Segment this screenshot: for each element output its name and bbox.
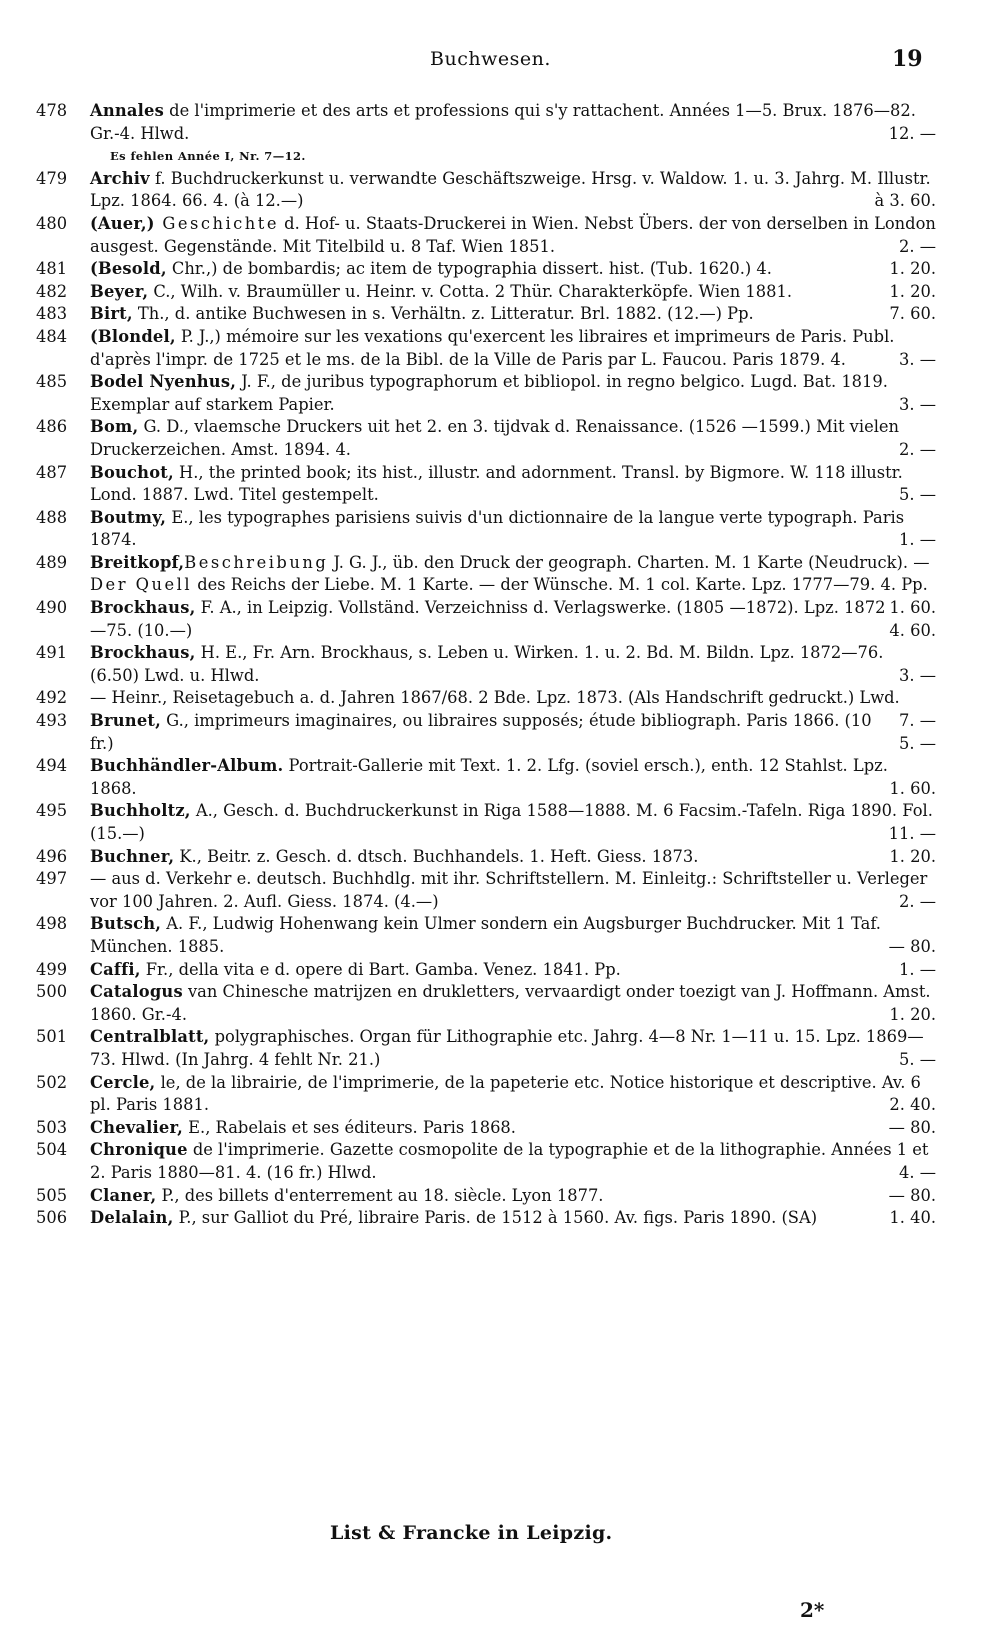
entry-number: 490 (36, 598, 68, 618)
entry-author: Chevalier, (90, 1117, 183, 1137)
catalog-entry (36, 959, 936, 982)
catalog-entry (36, 710, 936, 755)
entry-author: Caffi, (90, 959, 141, 979)
entry-spaced-title: Geschichte (154, 213, 279, 233)
catalog-entry (36, 213, 936, 258)
catalog-entry (36, 597, 936, 642)
entry-author: Brockhaus, (90, 643, 196, 663)
entry-text: J. G. J., üb. den Druck der geograph. Charten. M. 1 Karte (Neudruck). — (328, 552, 930, 572)
catalog-entry (36, 1207, 936, 1230)
entry-text: G., imprimeurs imaginaires, ou libraires supposés; étude bibliograph. Paris 1866. (10 fr.) (90, 711, 872, 753)
entry-text: f. Buchdruckerkunst u. verwandte Geschäftszweige. Hrsg. v. Waldow. 1. u. 3. Jahrg. M. Illustr. Lpz. 1864. 66. 4. (à 12.—) (90, 168, 931, 211)
entry-number: 483 (36, 304, 68, 324)
entry-author: Bodel Nyenhus, (90, 372, 237, 392)
entry-number: 482 (36, 281, 68, 301)
entry-price: 7. 60. (889, 304, 936, 324)
entry-author: Breitkopf, (90, 552, 185, 572)
entry-text: Th., d. antike Buchwesen in s. Verhältn. z. Litteratur. Brl. 1882. (12.—) Pp. (132, 304, 754, 324)
entry-author: Boutmy, (90, 507, 167, 527)
catalog-entries (36, 100, 936, 1230)
entry-number: 491 (36, 643, 68, 663)
entry-number: 503 (36, 1117, 68, 1137)
catalog-entry (36, 1185, 936, 1208)
entry-number: 479 (36, 168, 68, 188)
entry-author: Butsch, (90, 914, 162, 934)
entry-author: Archiv (90, 168, 150, 188)
entry-price: à 3. 60. (874, 191, 936, 211)
entry-number: 504 (36, 1140, 68, 1160)
entry-number: 481 (36, 259, 68, 279)
entry-text: Portrait-Gallerie mit Text. 1. 2. Lfg. (soviel ersch.), enth. 12 Stahlst. Lpz. 1868. (90, 756, 888, 798)
catalog-entry (36, 846, 936, 869)
entry-price: 11. — (888, 824, 936, 843)
entry-number: 500 (36, 982, 68, 1002)
entry-text: A., Gesch. d. Buchdruckerkunst in Riga 1588—1888. M. 6 Facsim.-Tafeln. Riga 1890. Fol. (15.—) (90, 801, 933, 843)
entry-text: P. J.,) mémoire sur les vexations qu'exercent les libraires et imprimeurs de Paris. Publ. d'après l'impr. de 1725 et le ms. de la Bibl. de la Ville de Paris par L. Faucou. Paris 1879. 4. (90, 326, 895, 369)
entry-note: Es fehlen Année I, Nr. 7—12. (110, 149, 306, 164)
entry-text: K., Beitr. z. Gesch. d. dtsch. Buchhandels. 1. Heft. Giess. 1873. (174, 846, 699, 866)
entry-number: 488 (36, 507, 68, 527)
entry-text: — aus d. Verkehr e. deutsch. Buchhdlg. mit ihr. Schriftstellern. M. Einleitg.: Schriftsteller u. Verleger vor 100 Jahren. 2. Aufl. Giess. 1874. (4.—) (90, 869, 928, 911)
entry-price: 1. 40. (889, 1208, 936, 1228)
entry-price: 1. 20. (889, 281, 936, 301)
entry-number: 501 (36, 1027, 68, 1047)
entry-author: Bouchot, (90, 462, 174, 482)
entry-text: Chr.,) de bombardis; ac item de typographia dissert. hist. (Tub. 1620.) 4. (166, 259, 772, 279)
entry-price: 4. 60. (889, 620, 936, 640)
entry-number: 487 (36, 462, 68, 482)
catalog-entry (36, 913, 936, 958)
entry-number: 499 (36, 959, 68, 979)
entry-author: Bom, (90, 417, 139, 437)
entry-number: 480 (36, 213, 68, 233)
entry-text: le, de la librairie, de l'imprimerie, de la papeterie etc. Notice historique et descriptive. Av. 6 pl. Paris 1881. (90, 1072, 921, 1115)
entry-spaced-title: Der Quell (90, 575, 193, 595)
catalog-entry (36, 800, 936, 845)
catalog-entry (36, 507, 936, 552)
catalog-entry (36, 1072, 936, 1117)
entry-number: 505 (36, 1185, 68, 1205)
entry-author: Claner, (90, 1185, 157, 1205)
entry-number: 496 (36, 846, 68, 866)
entry-text: d. Hof- u. Staats-Druckerei in Wien. Nebst Übers. der von derselben in London ausgest. Gegenstände. Mit Titelbild u. 8 Taf. Wien 1851. (90, 213, 936, 256)
catalog-entry (36, 303, 936, 326)
entry-author: Beyer, (90, 281, 149, 301)
entry-price: — 80. (888, 936, 936, 956)
entry-price: 1. 60. (889, 778, 936, 798)
entry-number: 484 (36, 326, 68, 346)
entry-price: 4. — (899, 1162, 936, 1182)
entry-price: 1. 20. (889, 846, 936, 866)
entry-price: 3. — (899, 349, 936, 369)
entry-text: — Heinr., Reisetagebuch a. d. Jahren 1867/68. 2 Bde. Lpz. 1873. (Als Handschrift gedruckt.) Lwd. (90, 688, 900, 708)
entry-number: 498 (36, 914, 68, 934)
entry-author: Delalain, (90, 1208, 174, 1228)
entry-author: Chronique (90, 1140, 188, 1160)
entry-author: (Besold, (90, 259, 167, 279)
entry-author: Centralblatt, (90, 1027, 210, 1047)
entry-text: H., the printed book; its hist., illustr. and adornment. Transl. by Bigmore. W. 118 illustr. Lond. 1887. Lwd. Titel gestempelt. (90, 462, 903, 505)
entry-number: 486 (36, 417, 68, 437)
entry-text: F. A., in Leipzig. Vollständ. Verzeichniss d. Verlagswerke. (1805 —1872). Lpz. 1872—75. (10.—) (90, 598, 886, 640)
entry-text: des Reichs der Liebe. M. 1 Karte. — (192, 575, 501, 595)
entry-author: Annales (90, 101, 164, 120)
catalog-entry (36, 1117, 936, 1140)
entry-text: P., sur Galliot du Pré, libraire Paris. de 1512 à 1560. Av. figs. Paris 1890. (SA) (173, 1208, 818, 1228)
catalog-entry (36, 281, 936, 304)
entry-number: 497 (36, 869, 68, 889)
publisher-imprint: List & Francke in Leipzig. (330, 1522, 613, 1544)
catalog-entry (36, 416, 936, 461)
entry-price: 1. 60. (889, 598, 936, 618)
entry-price: 7. — (899, 711, 936, 731)
entry-text: A. F., Ludwig Hohenwang kein Ulmer sondern ein Augsburger Buchdrucker. Mit 1 Taf. München. 1885. (90, 914, 881, 956)
entry-author: Buchholtz, (90, 801, 191, 821)
entry-price: 5. — (899, 1049, 936, 1069)
entry-number: 485 (36, 372, 68, 392)
catalog-entry (36, 1139, 936, 1184)
entry-text: de l'imprimerie. Gazette cosmopolite de la typographie et de la lithographie. Années 1 et 2. Paris 1880—81. 4. (16 fr.) Hlwd. (90, 1140, 929, 1182)
entry-price: 2. — (899, 236, 936, 256)
catalog-entry (36, 258, 936, 281)
entry-number: 494 (36, 756, 68, 776)
entry-price: 5. — (899, 733, 936, 753)
entry-price: 1. 20. (889, 259, 936, 279)
entry-price: 2. — (899, 891, 936, 911)
entry-text: van Chinesche matrijzen en drukletters, vervaardigt onder toezigt van J. Hoffmann. Amst. 1860. Gr.-4. (90, 982, 931, 1024)
entry-author: Buchhändler-Album. (90, 756, 284, 776)
entry-author: (Blondel, (90, 326, 176, 346)
entry-price: 1. — (899, 959, 936, 979)
entry-text: E., Rabelais et ses éditeurs. Paris 1868. (182, 1117, 516, 1137)
entry-price: 12. — (888, 123, 936, 143)
entry-text: G. D., vlaemsche Druckers uit het 2. en 3. tijdvak d. Renaissance. (1526 —1599.) Mit vielen Druckerzeichen. Amst. 1894. 4. (90, 417, 900, 459)
entry-number: 478 (36, 101, 68, 120)
entry-price: 3. — (899, 394, 936, 414)
entry-number: 489 (36, 552, 68, 572)
catalog-entry (36, 642, 936, 687)
entry-price: 1. 20. (889, 1004, 936, 1024)
entry-price: — 80. (888, 1117, 936, 1137)
catalog-entry (36, 326, 936, 371)
printer-signature-mark: 2* (800, 1598, 825, 1622)
entry-author: (Auer,) (90, 213, 155, 233)
entry-text: polygraphisches. Organ für Lithographie etc. Jahrg. 4—8 Nr. 1—11 u. 15. Lpz. 1869—73. Hlwd. (In Jahrg. 4 fehlt Nr. 21.) (90, 1027, 924, 1069)
entry-author: Brunet, (90, 711, 161, 731)
catalog-entry (36, 981, 936, 1026)
entry-text: P., des billets d'enterrement au 18. siècle. Lyon 1877. (156, 1185, 604, 1205)
entry-number: 495 (36, 801, 68, 821)
entry-spaced-title: Beschreibung (184, 552, 329, 572)
entry-price: 1. — (899, 530, 936, 550)
entry-number: 493 (36, 711, 68, 731)
entry-text: C., Wilh. v. Braumüller u. Heinr. v. Cotta. 2 Thür. Charakterköpfe. Wien 1881. (148, 281, 793, 301)
entry-author: Buchner, (90, 846, 175, 866)
entry-text: Fr., della vita e d. opere di Bart. Gamba. Venez. 1841. Pp. (140, 959, 621, 979)
entry-text: J. F., de juribus typographorum et bibliopol. in regno belgico. Lugd. Bat. 1819. Exemplar auf starkem Papier. (90, 372, 888, 414)
entry-price: 2. 40. (889, 1095, 936, 1115)
catalog-entry (36, 168, 936, 213)
catalog-entry (36, 462, 936, 507)
entry-number: 492 (36, 688, 68, 708)
entry-text: H. E., Fr. Arn. Brockhaus, s. Leben u. Wirken. 1. u. 2. Bd. M. Bildn. Lpz. 1872—76. (6.50) Lwd. u. Hlwd. (90, 643, 884, 685)
catalog-entry (36, 371, 936, 416)
entry-price: — 80. (888, 1185, 936, 1205)
entry-author: Catalogus (90, 982, 183, 1002)
entry-text: E., les typographes parisiens suivis d'un dictionnaire de la langue verte typograph. Paris 1874. (90, 507, 905, 550)
entry-number: 506 (36, 1208, 68, 1228)
catalog-entry (36, 868, 936, 913)
entry-number: 502 (36, 1072, 68, 1092)
entry-price: 2. — (899, 439, 936, 459)
entry-text: de l'imprimerie et des arts et professions qui s'y rattachent. Années 1—5. Brux. 1876—82. Gr.-4. Hlwd. (90, 101, 916, 143)
running-head: Buchwesen. (430, 48, 551, 70)
entry-price: 3. — (899, 665, 936, 685)
entry-author: Brockhaus, (90, 598, 196, 618)
entry-author: Birt, (90, 304, 133, 324)
catalog-entry (36, 755, 936, 800)
entry-text: der Wünsche. M. 1 col. Karte. Lpz. 1777—79. 4. Pp. (500, 575, 928, 595)
page-number: 19 (892, 46, 923, 72)
catalog-entry (36, 100, 936, 168)
entry-author: Cercle, (90, 1072, 156, 1092)
catalog-entry (36, 1026, 936, 1071)
entry-price: 5. — (899, 485, 936, 505)
